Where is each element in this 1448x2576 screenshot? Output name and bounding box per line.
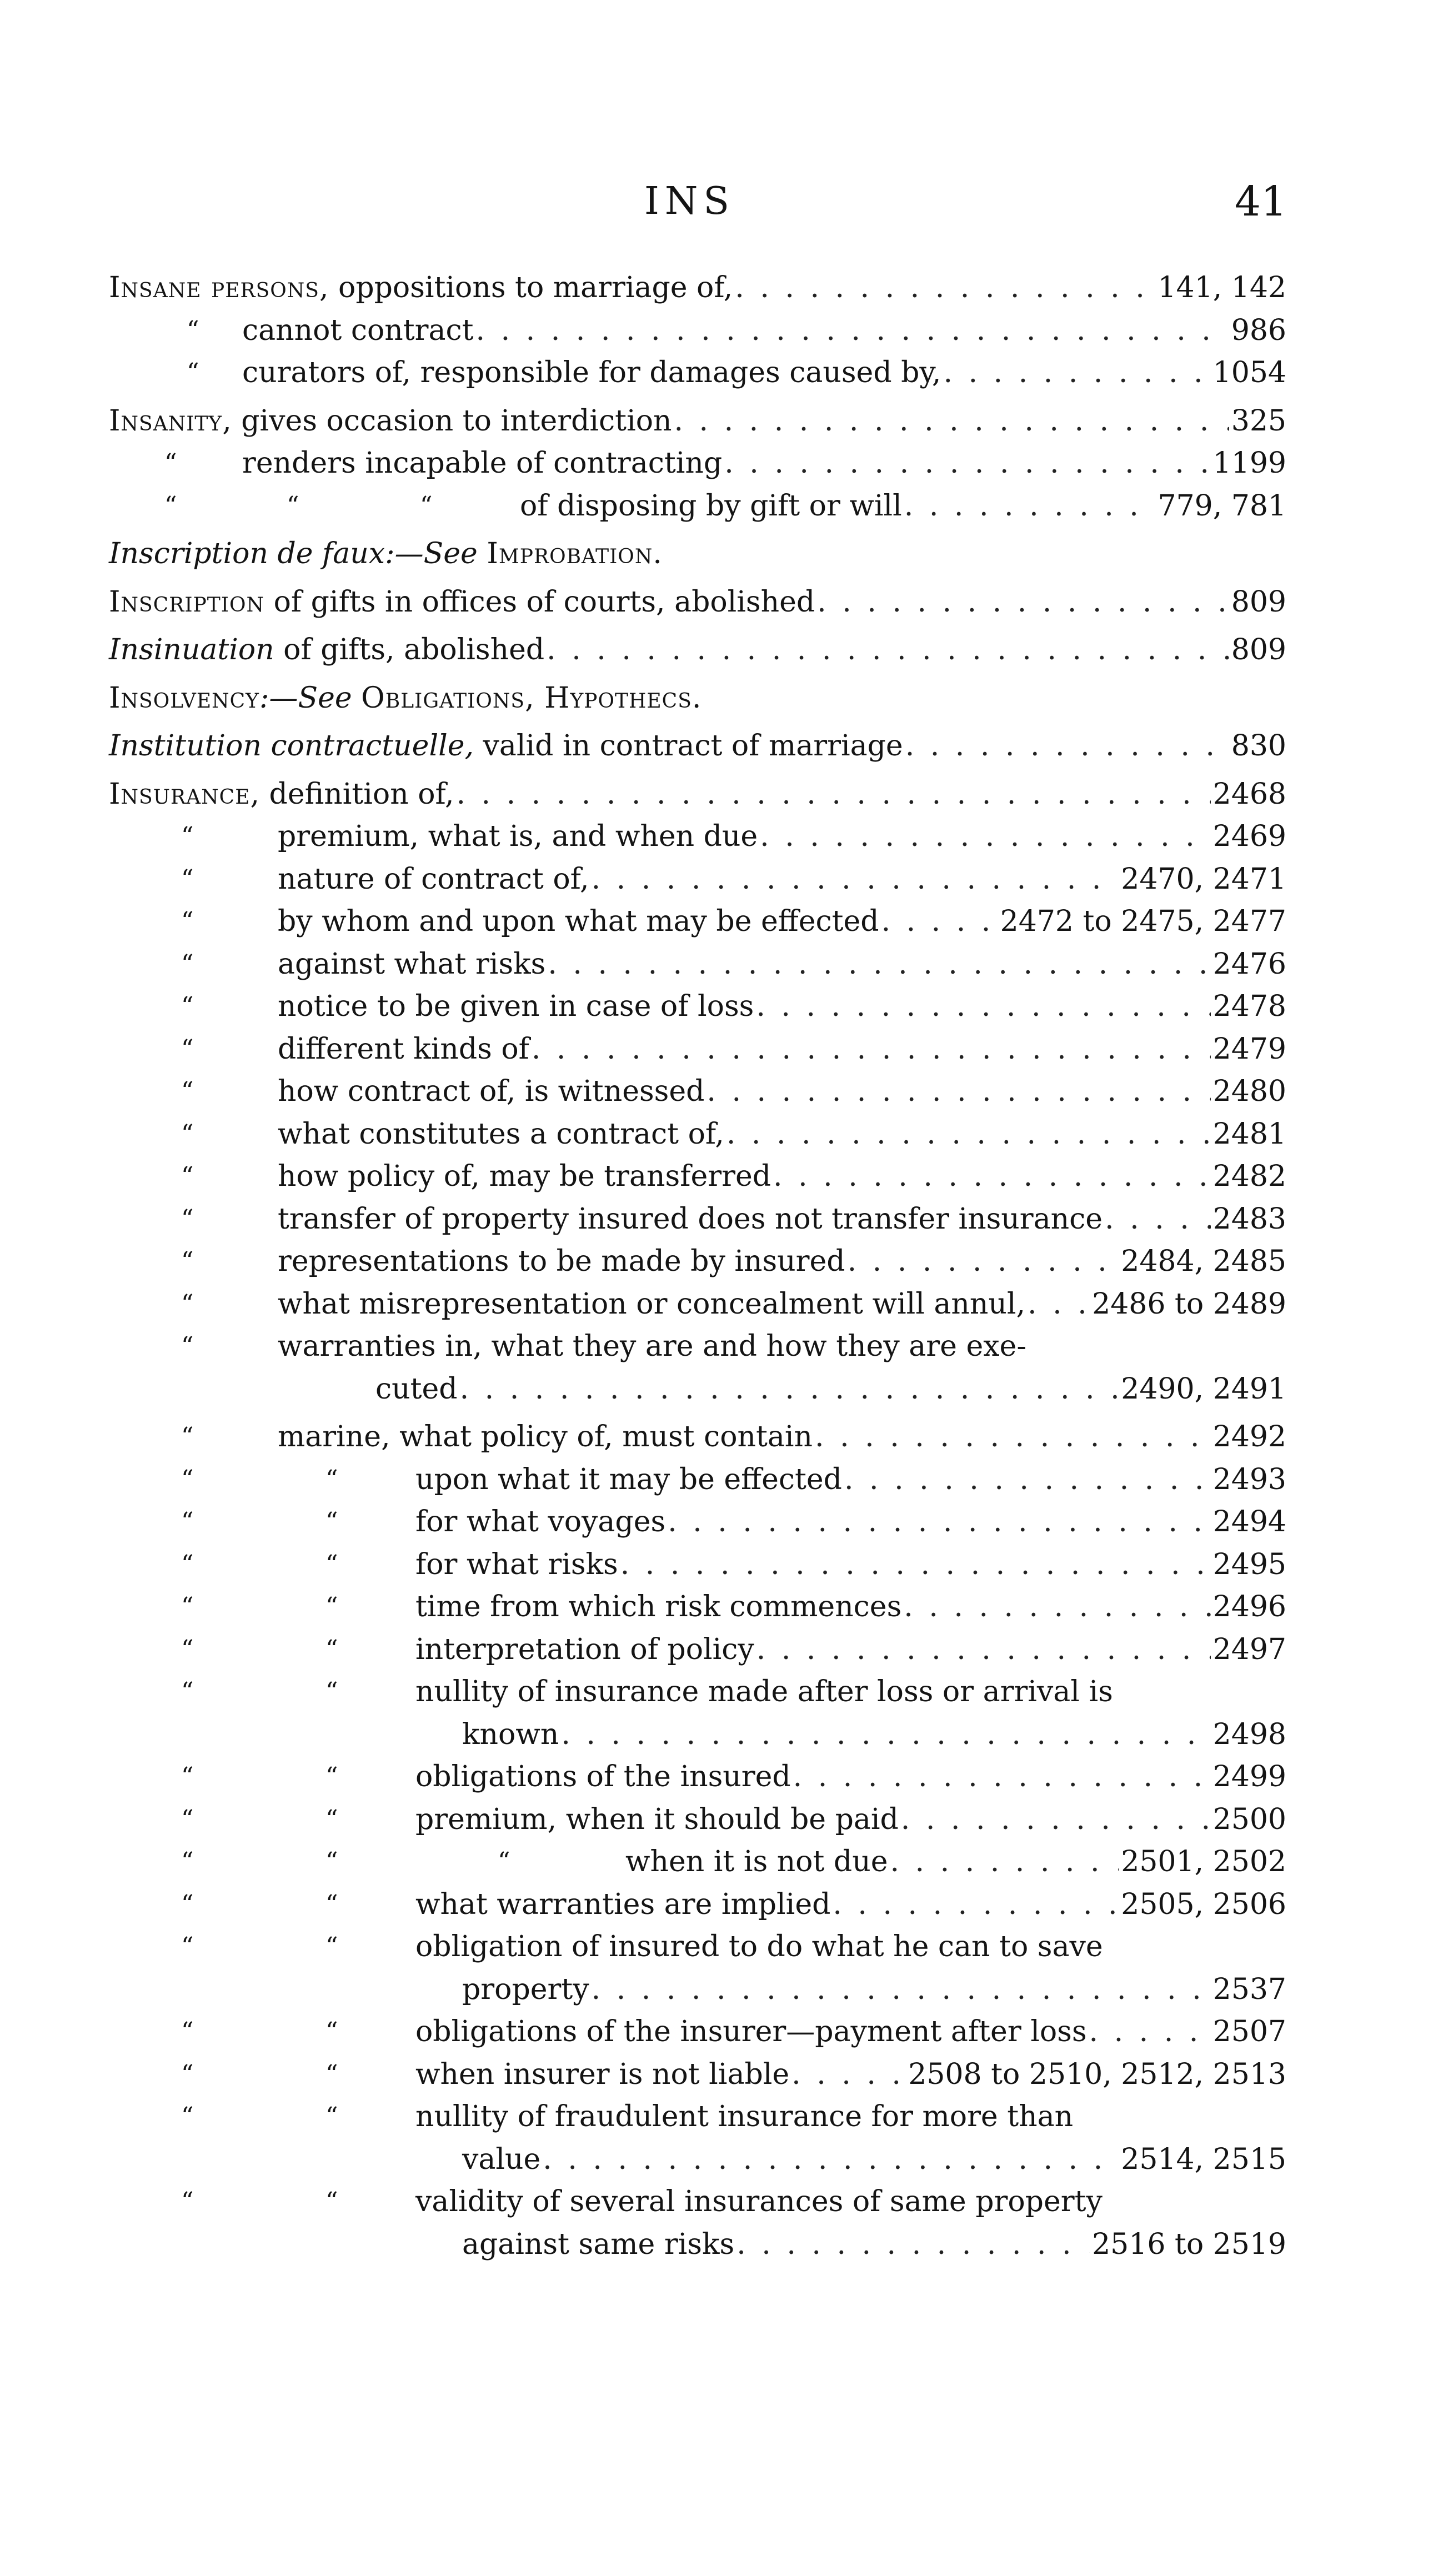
ditto-mark: “ [181,1635,194,1663]
entry-text: by whom and upon what may be effected [278,905,879,938]
entry-reference: 2499 [1212,1760,1286,1793]
entry-text: validity of several insurances of same property [415,2185,1103,2218]
entry-text: different kinds of [278,1032,529,1066]
index-entry [109,943,1286,986]
index-entry [109,629,1286,671]
index-entry [109,2181,1286,2223]
entry-heading: Inscription [109,585,265,619]
index-entry [109,2011,1286,2053]
ditto-mark: “ [181,1847,194,1876]
entry-text: curators of, responsible for damages caused by, [242,356,941,389]
ditto-mark: “ [325,2187,338,2216]
entry-reference: 2484, 2485 [1121,1245,1286,1278]
index-entry [109,442,1286,485]
entry-reference: 779, 781 [1158,489,1286,523]
index-entry-continuation [109,2223,1286,2266]
index-entry [109,485,1286,528]
index-entry [109,1113,1286,1156]
entry-reference: 2508 to 2510, 2512, 2513 [908,2057,1286,2091]
index-entry [109,533,1286,575]
index-entry-continuation [109,1368,1286,1411]
ditto-mark: “ [181,2017,194,2046]
index-entry [109,1798,1286,1841]
leader-dots [833,1883,1119,1926]
ditto-mark: “ [181,1932,194,1961]
entry-text: marine, what policy of, must contain [278,1420,813,1454]
ditto-mark: “ [325,1677,338,1706]
index-entry [109,400,1286,443]
ditto-mark: “ [187,315,199,344]
index-entry [109,1416,1286,1459]
entry-text: obligations of the insurer—payment after loss [415,2015,1087,2048]
entry-text: upon what it may be effected [415,1462,842,1496]
entry-text: what warranties are implied [415,1887,831,1921]
running-head: INS [644,179,735,223]
entry-text: interpretation of policy [415,1632,754,1666]
entry-text: nullity of fraudulent insurance for more than [415,2100,1074,2133]
leader-dots [532,1028,1211,1071]
index-entry [109,267,1286,309]
index-entry [109,1459,1286,1501]
entry-text: obligations of the insured [415,1760,791,1793]
index-entry-continuation [109,1713,1286,1756]
entry-reference: 2516 to 2519 [1092,2227,1286,2261]
entry-text: definition of, [260,777,454,811]
entry-text-continued: known [462,1717,559,1751]
entry-reference: 325 [1231,404,1286,438]
entry-reference: 2480 [1212,1075,1286,1108]
entry-text: oppositions to marriage of, [329,271,733,304]
ditto-mark: “ [181,1119,194,1148]
cross-reference: Improbation. [487,537,663,570]
ditto-mark: “ [181,1289,194,1318]
entry-reference: 2501, 2502 [1121,1845,1286,1878]
ditto-mark: “ [181,949,194,978]
ditto-mark: “ [181,1890,194,1918]
leader-dots [904,1586,1210,1628]
page-header [0,177,1448,227]
entry-heading: Institution contractuelle, [109,729,474,763]
entry-text-continued: cuted [375,1372,458,1406]
leader-dots [1105,1198,1211,1241]
index-entry [109,1028,1286,1071]
ditto-mark: “ [287,491,299,520]
ditto-mark: “ [325,1507,338,1536]
entry-heading: Insanity, [109,404,232,438]
index-entry [109,309,1286,352]
index-entry-continuation [109,1968,1286,2011]
index-entry [109,677,1286,720]
index-entry [109,1756,1286,1798]
index-entry [109,725,1286,768]
entry-reference: 2472 to 2475, 2477 [1000,905,1286,938]
index-entry [109,581,1286,624]
entry-text: time from which risk commences [415,1590,902,1623]
ditto-mark: “ [181,1677,194,1706]
entry-text: warranties in, what they are and how they are exe- [278,1330,1026,1363]
entry-reference: 809 [1231,633,1286,666]
leader-dots [844,1459,1211,1501]
entry-reference: 2483 [1212,1202,1286,1236]
index-entry [109,1501,1286,1543]
entry-text: transfer of property insured does not transfer insurance [278,1202,1103,1236]
entry-text-continued: against same risks [462,2227,735,2261]
ditto-mark: “ [181,1332,194,1360]
entry-reference: 2486 to 2489 [1092,1287,1286,1321]
entry-reference: 2498 [1212,1717,1286,1751]
leader-dots [901,1798,1211,1841]
ditto-mark: “ [181,1034,194,1063]
entry-text: when insurer is not liable [415,2057,790,2091]
index-entry [109,1325,1286,1368]
index-entries [109,267,1286,2266]
leader-dots [793,1756,1211,1798]
leader-dots [547,629,1229,671]
entry-text: :—See [259,681,362,715]
entry-text: nature of contract of, [278,862,589,896]
entry-text: what misrepresentation or concealment will annul, [278,1287,1026,1321]
ditto-mark: “ [181,1204,194,1233]
leader-dots [756,985,1210,1028]
index-entry [109,900,1286,943]
leader-dots [460,1368,1119,1411]
entry-reference: 2482 [1212,1160,1286,1193]
entry-text: what constitutes a contract of, [278,1117,724,1151]
leader-dots [724,442,1210,485]
index-entry-continuation [109,2138,1286,2181]
ditto-mark: “ [420,491,433,520]
entry-reference: 2478 [1212,990,1286,1023]
ditto-mark: “ [498,1847,510,1876]
entry-text: for what voyages [415,1505,666,1538]
ditto-mark: “ [325,1550,338,1578]
ditto-mark: “ [325,1805,338,1833]
ditto-mark: “ [181,2059,194,2088]
ditto-mark: “ [181,1592,194,1621]
leader-dots [736,2223,1090,2266]
leader-dots [543,2138,1119,2181]
entry-reference: 809 [1231,585,1286,619]
entry-text: obligation of insured to do what he can to save [415,1930,1103,1963]
entry-reference: 2492 [1212,1420,1286,1454]
entry-reference: 830 [1231,729,1286,763]
entry-reference: 141, 142 [1158,271,1286,304]
entry-reference: 2476 [1212,947,1286,981]
ditto-mark: “ [181,992,194,1020]
entry-reference: 2537 [1212,1972,1286,2006]
leader-dots [592,1968,1211,2011]
index-entry [109,1070,1286,1113]
leader-dots [756,1628,1211,1671]
leader-dots [904,485,1156,528]
leader-dots [620,1543,1211,1586]
entry-text: gives occasion to interdiction [232,404,672,438]
index-entry [109,1198,1286,1241]
leader-dots [760,815,1210,858]
ditto-mark: “ [181,1422,194,1451]
entry-reference: 2505, 2506 [1121,1887,1286,1921]
leader-dots [881,900,998,943]
entry-reference: 2494 [1212,1505,1286,1538]
index-entry [109,1543,1286,1586]
entry-text: of gifts in offices of courts, abolished [264,585,815,619]
leader-dots [1028,1283,1090,1326]
entry-heading: Insolvency [109,681,259,715]
leader-dots [735,267,1155,309]
ditto-mark: “ [325,1762,338,1791]
ditto-mark: “ [164,491,177,520]
leader-dots [1089,2011,1211,2053]
ditto-mark: “ [325,1932,338,1961]
entry-text: representations to be made by insured [278,1245,845,1278]
ditto-mark: “ [164,449,177,477]
entry-reference: 2514, 2515 [1121,2142,1286,2176]
leader-dots [476,309,1229,352]
leader-dots [726,1113,1211,1156]
entry-reference: 2495 [1212,1547,1286,1581]
index-entry [109,773,1286,816]
index-entry [109,2053,1286,2096]
leader-dots [817,581,1229,624]
index-entry [109,1586,1286,1628]
ditto-mark: “ [181,1805,194,1833]
ditto-mark: “ [181,1247,194,1275]
entry-reference: 2507 [1212,2015,1286,2048]
entry-reference: 2479 [1212,1032,1286,1066]
ditto-mark: “ [325,1465,338,1494]
index-entry [109,1240,1286,1283]
index-entry [109,1628,1286,1671]
index-entry [109,1926,1286,1968]
entry-text: notice to be given in case of loss [278,990,754,1023]
index-entry [109,1841,1286,1883]
ditto-mark: “ [325,1635,338,1663]
entry-reference: 2468 [1212,777,1286,811]
ditto-mark: “ [181,1077,194,1105]
ditto-mark: “ [181,2102,194,2131]
entry-text: for what risks [415,1547,618,1581]
entry-text: valid in contract of marriage [474,729,903,763]
cross-reference: Obligations, Hypothecs. [361,681,702,715]
entry-text: of disposing by gift or will [520,489,902,523]
index-entry [109,352,1286,394]
ditto-mark: “ [187,358,199,387]
entry-text: renders incapable of contracting [242,447,723,480]
entry-reference: 1054 [1212,356,1286,389]
index-entry [109,1671,1286,1713]
index-entry [109,1283,1286,1326]
entry-text: premium, what is, and when due [278,820,758,853]
index-entry [109,1155,1286,1198]
ditto-mark: “ [325,1592,338,1621]
index-entry [109,1883,1286,1926]
ditto-mark: “ [181,1465,194,1494]
ditto-mark: “ [325,1890,338,1918]
entry-heading: Insane persons, [109,271,329,304]
entry-text: against what risks [278,947,546,981]
entry-reference: 2497 [1212,1632,1286,1666]
leader-dots [561,1713,1210,1756]
leader-dots [707,1070,1210,1113]
entry-reference: 2481 [1212,1117,1286,1151]
entry-reference: 1199 [1212,447,1286,480]
ditto-mark: “ [181,1550,194,1578]
entry-reference: 2470, 2471 [1121,862,1286,896]
entry-reference: 2500 [1212,1802,1286,1836]
leader-dots [815,1416,1211,1459]
entry-reference: 2496 [1212,1590,1286,1623]
ditto-mark: “ [181,1507,194,1536]
leader-dots [456,773,1210,816]
page-number: 41 [1234,178,1287,225]
entry-text: of gifts, abolished [274,633,545,666]
leader-dots [773,1155,1211,1198]
leader-dots [592,858,1119,901]
entry-text: when it is not due [625,1845,888,1878]
entry-heading: Insurance, [109,777,260,811]
entry-text-continued: property [462,1972,589,2006]
entry-text: :—See [385,537,487,570]
leader-dots [674,400,1229,443]
entry-reference: 2490, 2491 [1121,1372,1286,1406]
entry-text: how policy of, may be transferred [278,1160,771,1193]
leader-dots [668,1501,1210,1543]
ditto-mark: “ [325,1847,338,1876]
entry-reference: 2469 [1212,820,1286,853]
leader-dots [905,725,1229,768]
entry-text: premium, when it should be paid [415,1802,899,1836]
entry-text: nullity of insurance made after loss or arrival is [415,1675,1113,1708]
entry-reference: 986 [1231,313,1286,347]
leader-dots [548,943,1210,986]
ditto-mark: “ [325,2059,338,2088]
ditto-mark: “ [325,2102,338,2131]
index-entry [109,2096,1286,2138]
ditto-mark: “ [181,822,194,850]
index-entry [109,858,1286,901]
entry-text: cannot contract [242,313,474,347]
entry-text: how contract of, is witnessed [278,1075,705,1108]
leader-dots [848,1240,1119,1283]
entry-heading: Inscription de faux [109,537,385,570]
entry-heading: Insinuation [109,633,274,666]
entry-reference: 2493 [1212,1462,1286,1496]
ditto-mark: “ [181,1762,194,1791]
index-entry [109,985,1286,1028]
index-entry [109,815,1286,858]
leader-dots [791,2053,906,2096]
ditto-mark: “ [181,1162,194,1190]
entry-text-continued: value [462,2142,541,2176]
ditto-mark: “ [181,2187,194,2216]
leader-dots [890,1841,1119,1883]
leader-dots [943,352,1210,394]
ditto-mark: “ [325,2017,338,2046]
ditto-mark: “ [181,907,194,935]
ditto-mark: “ [181,864,194,893]
